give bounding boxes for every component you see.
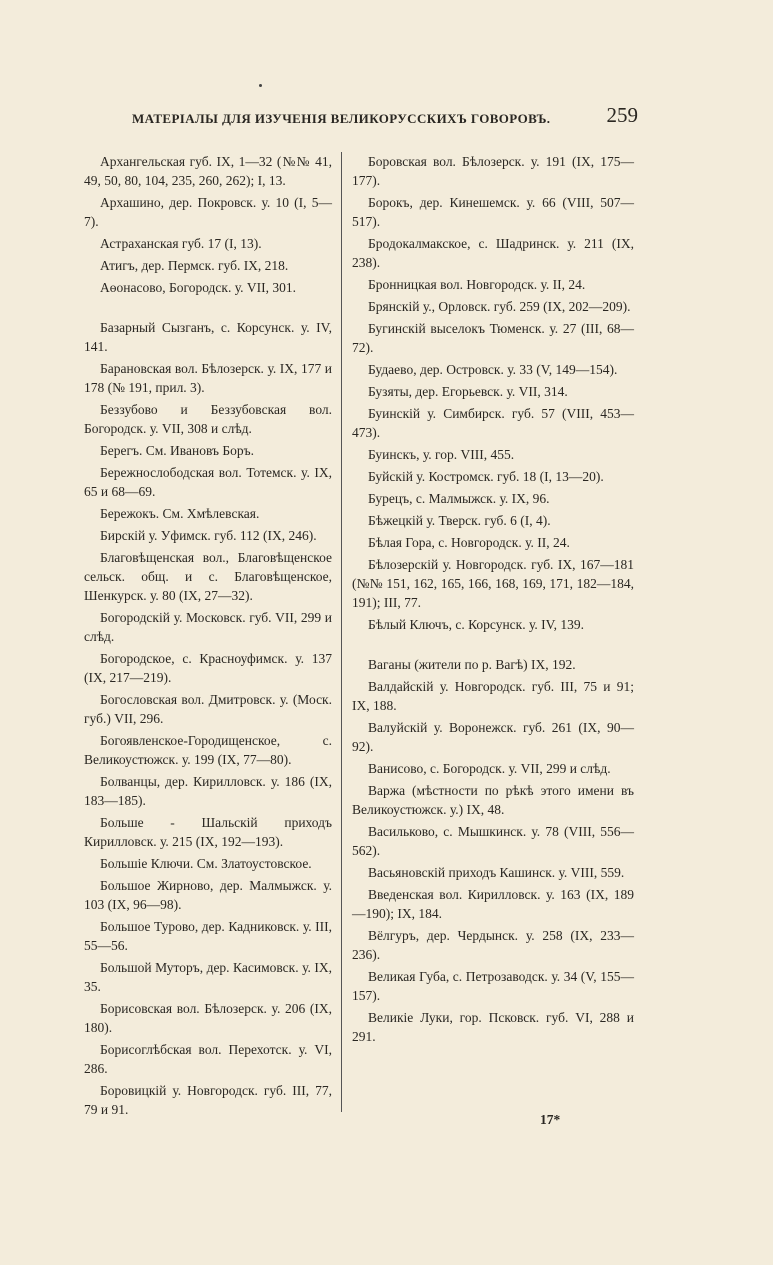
index-entry: Буйскій у. Костромск. губ. 18 (I, 13—20). bbox=[368, 469, 604, 484]
index-entry: Больше - Шальскій приходъ Кирилловск. у. 215 (IX, 192—193). bbox=[84, 815, 332, 849]
page-number: 259 bbox=[606, 103, 638, 127]
index-entry: Большое Жирново, дер. Малмыжск. у. 103 (IX, 96—98). bbox=[84, 878, 332, 912]
index-entry: Бронницкая вол. Новгородск. у. II, 24. bbox=[368, 277, 586, 292]
index-entry: Бѣлая Гора, с. Новгородск. у. II, 24. bbox=[368, 535, 570, 550]
index-entry: Бѣжецкій у. Тверск. губ. 6 (I, 4). bbox=[368, 513, 551, 528]
index-entry: Боровицкій у. Новгородск. губ. III, 77, 79 и 91. bbox=[84, 1083, 332, 1117]
left-column bbox=[84, 152, 332, 1122]
index-entry: Введенская вол. Кирилловск. у. 163 (IX, 189—190); IX, 184. bbox=[352, 887, 634, 921]
index-entry: Валуйскій у. Воронежск. губ. 261 (IX, 90—92). bbox=[352, 720, 634, 754]
index-entry: Большіе Ключи. См. Златоустовское. bbox=[100, 856, 312, 871]
index-entry: Богословская вол. Дмитровск. у. (Моск. губ.) VII, 296. bbox=[84, 692, 332, 726]
index-entry: Аѳонасово, Богородск. у. VII, 301. bbox=[100, 280, 296, 295]
index-entry: Васьяновскій приходъ Кашинск. у. VIII, 559. bbox=[368, 865, 625, 880]
ink-dot bbox=[259, 84, 262, 87]
index-entry: Борисоглѣбская вол. Перехотск. у. VI, 286. bbox=[84, 1042, 332, 1076]
index-entry: Буинскій у. Симбирск. губ. 57 (VIII, 453—473). bbox=[352, 406, 634, 440]
index-entry: Бирскій у. Уфимск. губ. 112 (IX, 246). bbox=[100, 528, 317, 543]
index-entry: Атигъ, дер. Пермск. губ. IX, 218. bbox=[100, 258, 289, 273]
index-entry: Богородскій у. Московск. губ. VII, 299 и слѣд. bbox=[84, 610, 332, 644]
index-entry: Большой Муторъ, дер. Касимовск. у. IX, 35. bbox=[84, 960, 332, 994]
index-entry: Богородское, с. Красноуфимск. у. 137 (IX, 217—219). bbox=[84, 651, 332, 685]
running-header bbox=[118, 103, 638, 133]
index-entry: Архангельская губ. IX, 1—32 (№№ 41, 49, 50, 80, 104, 235, 260, 262); I, 13. bbox=[84, 154, 332, 188]
index-entry: Благовѣщенская вол., Благовѣщенское сельск. общ. и с. Благовѣщенское, Шенкурск. у. 80 (IX, 27—32). bbox=[84, 550, 332, 603]
index-entry: Бѣлозерскій у. Новгородск. губ. IX, 167—181 (№№ 151, 162, 165, 166, 168, 169, 171, 182—184, 191); III, 77. bbox=[352, 557, 634, 610]
index-entry: Беззубово и Беззубовская вол. Богородск. у. VII, 308 и слѣд. bbox=[84, 402, 332, 436]
index-entry: Болванцы, дер. Кирилловск. у. 186 (IX, 183—185). bbox=[84, 774, 332, 808]
index-entry: Варжа (мѣстности по рѣкѣ этого имени въ Великоустюжск. у.) IX, 48. bbox=[352, 783, 634, 817]
index-entry: Бродокалмакское, с. Шадринск. у. 211 (IX, 238). bbox=[352, 236, 634, 270]
index-entry: Большое Турово, дер. Кадниковск. у. III, 55—56. bbox=[84, 919, 332, 953]
index-entry: Великіе Луки, гор. Псковск. губ. VI, 288 и 291. bbox=[352, 1010, 634, 1044]
header-title: МАТЕРІАЛЫ ДЛЯ ИЗУЧЕНІЯ ВЕЛИКОРУССКИХЪ ГОВОРОВЪ. bbox=[132, 111, 551, 126]
index-entry: Будаево, дер. Островск. у. 33 (V, 149—154). bbox=[368, 362, 618, 377]
index-entry: Базарный Сызганъ, с. Корсунск. у. IV, 141. bbox=[84, 320, 332, 354]
signature-mark: 17* bbox=[540, 1112, 561, 1127]
index-entry: Бузяты, дер. Егорьевск. у. VII, 314. bbox=[368, 384, 568, 399]
index-entry: Богоявленское-Городищенское, с. Великоустюжск. у. 199 (IX, 77—80). bbox=[84, 733, 332, 767]
index-entry: Ваганы (жители по р. Вагѣ) IX, 192. bbox=[368, 657, 576, 672]
index-entry: Астраханская губ. 17 (I, 13). bbox=[100, 236, 262, 251]
index-entry: Брянскій у., Орловск. губ. 259 (IX, 202—209). bbox=[368, 299, 631, 314]
index-entry: Вёлгуръ, дер. Чердынск. у. 258 (IX, 233—236). bbox=[352, 928, 634, 962]
index-entry: Боровская вол. Бѣлозерск. у. 191 (IX, 175—177). bbox=[352, 154, 634, 188]
index-entry: Бережнослободская вол. Тотемск. у. IX, 65 и 68—69. bbox=[84, 465, 332, 499]
index-entry: Бурецъ, с. Малмыжск. у. IX, 96. bbox=[368, 491, 550, 506]
column-divider bbox=[341, 152, 342, 1112]
index-entry: Бережокъ. См. Хмѣлевская. bbox=[100, 506, 260, 521]
index-entry: Буинскъ, у. гор. VIII, 455. bbox=[368, 447, 515, 462]
index-entry: Валдайскій у. Новгородск. губ. III, 75 и 91; IX, 188. bbox=[352, 679, 634, 713]
index-entry: Борокъ, дер. Кинешемск. у. 66 (VIII, 507—517). bbox=[352, 195, 634, 229]
index-entry: Васильково, с. Мышкинск. у. 78 (VIII, 556—562). bbox=[352, 824, 634, 858]
index-entry: Архашино, дер. Покровск. у. 10 (I, 5—7). bbox=[84, 195, 332, 229]
index-entry: Борисовская вол. Бѣлозерск. у. 206 (IX, 180). bbox=[84, 1001, 332, 1035]
index-entry: Берегъ. См. Ивановъ Боръ. bbox=[100, 443, 254, 458]
section-gap bbox=[84, 300, 332, 318]
index-entry: Барановская вол. Бѣлозерск. у. IX, 177 и 178 (№ 191, прил. 3). bbox=[84, 361, 332, 395]
index-entry: Великая Губа, с. Петрозаводск. у. 34 (V, 155—157). bbox=[352, 969, 634, 1003]
section-gap bbox=[352, 637, 634, 655]
index-entry: Бугинскій выселокъ Тюменск. у. 27 (III, 68—72). bbox=[352, 321, 634, 355]
index-entry: Ванисово, с. Богородск. у. VII, 299 и слѣд. bbox=[368, 761, 611, 776]
index-entry: Бѣлый Ключъ, с. Корсунск. у. IV, 139. bbox=[368, 617, 585, 632]
right-column bbox=[352, 152, 634, 1049]
